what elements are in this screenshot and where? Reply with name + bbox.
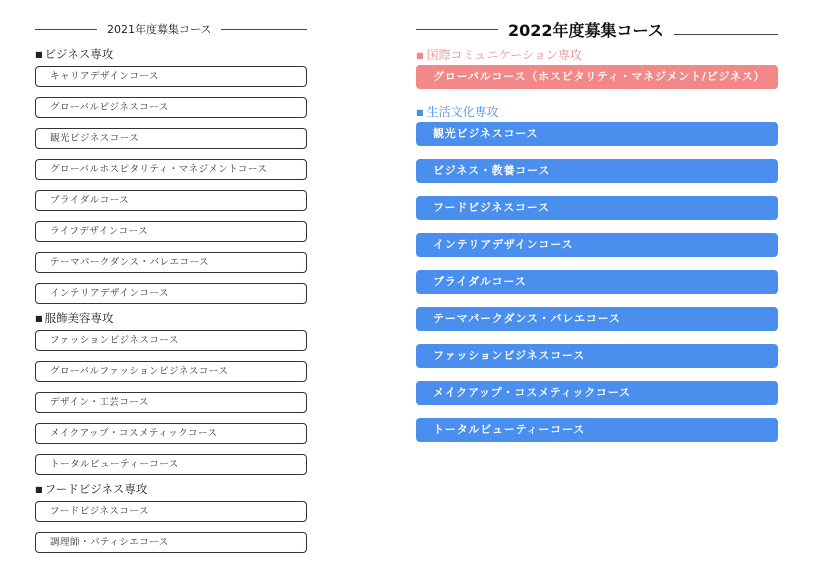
square-bullet-icon: ■ [416,108,424,117]
heading-2021 [35,18,307,40]
course-item[interactable]: 調理師・パティシエコース [35,532,307,553]
heading-2021-text: 2021年度募集コース [107,23,212,36]
course-item[interactable]: ライフデザインコース [35,221,307,242]
square-bullet-icon: ■ [35,50,43,59]
section-title [35,310,307,326]
course-pill[interactable]: ビジネス・教養コース [416,159,778,183]
course-list-2022 [416,14,778,442]
course-item[interactable]: ブライダルコース [35,190,307,211]
course-item[interactable]: 観光ビジネスコース [35,128,307,149]
course-item[interactable]: インテリアデザインコース [35,283,307,304]
course-pill[interactable]: テーマパークダンス・バレエコース [416,307,778,331]
right-sections [416,47,778,442]
course-item[interactable]: トータルビューティーコース [35,454,307,475]
heading-rule-left [416,29,498,30]
section-title [416,104,778,120]
course-pill[interactable]: ブライダルコース [416,270,778,294]
heading-2022 [416,14,778,44]
course-pill-list [416,122,778,442]
course-item[interactable]: デザイン・工芸コース [35,392,307,413]
section-title-label: フードビジネス専攻 [44,482,148,496]
left-sections [35,46,307,553]
course-item[interactable]: グローバルビジネスコース [35,97,307,118]
course-item[interactable]: メイクアップ・コスメティックコース [35,423,307,444]
course-pill[interactable]: メイクアップ・コスメティックコース [416,381,778,405]
section-title [35,46,307,62]
square-bullet-icon: ■ [35,485,43,494]
course-list-2021 [35,18,307,559]
course-item[interactable]: テーマパークダンス・バレエコース [35,252,307,273]
course-pill[interactable]: グローバルコース（ホスピタリティ・マネジメント/ビジネス） [416,65,778,89]
section-title-label: ビジネス専攻 [44,47,114,61]
section-title [35,481,307,497]
heading-rule-left [35,29,97,30]
section-title [416,47,778,63]
course-item[interactable]: グローバルホスピタリティ・マネジメントコース [35,159,307,180]
course-item[interactable]: ファッションビジネスコース [35,330,307,351]
course-item[interactable]: キャリアデザインコース [35,66,307,87]
course-pill[interactable]: フードビジネスコース [416,196,778,220]
course-pill[interactable]: トータルビューティーコース [416,418,778,442]
course-pill[interactable]: ファッションビジネスコース [416,344,778,368]
course-pill[interactable]: インテリアデザインコース [416,233,778,257]
course-pill-list [416,65,778,89]
course-pill[interactable]: 観光ビジネスコース [416,122,778,146]
square-bullet-icon: ■ [35,314,43,323]
course-item[interactable]: フードビジネスコース [35,501,307,522]
heading-2022-text: 2022年度募集コース [508,20,664,40]
course-item[interactable]: グローバルファッションビジネスコース [35,361,307,382]
heading-rule-right [674,34,778,35]
heading-rule-right [221,29,307,30]
square-bullet-icon: ■ [416,51,424,60]
section-title-label: 服飾美容専攻 [44,311,114,325]
section-title-label: 生活文化専攻 [426,105,499,119]
section-title-label: 国際コミュニケーション専攻 [426,48,582,62]
